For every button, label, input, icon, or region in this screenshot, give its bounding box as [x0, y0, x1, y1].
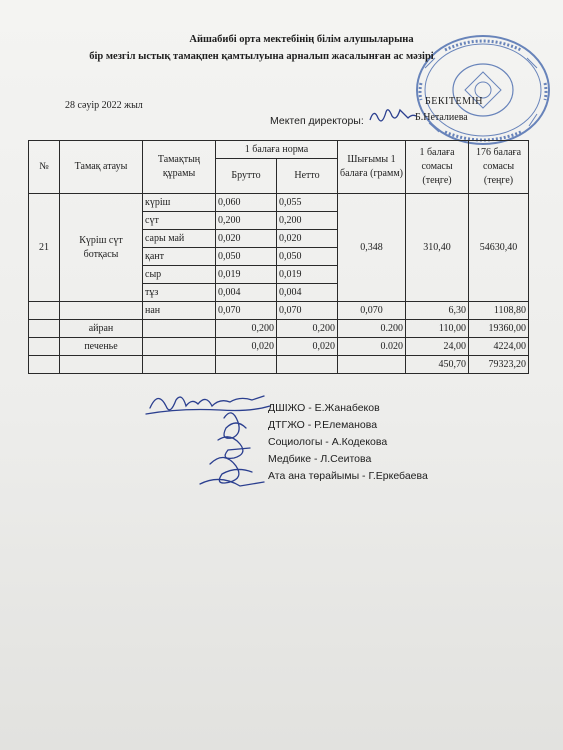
- row-brutto: 0,200: [216, 320, 277, 338]
- col-composition-header: Тамақтың құрамы: [143, 141, 216, 194]
- signature-line: Медбике - Л.Сеитова: [268, 453, 372, 465]
- row-brutto: 0,070: [216, 302, 277, 320]
- director-name: Б.Неталиева: [415, 112, 468, 123]
- handwritten-signatures: [140, 388, 280, 498]
- table-row: [29, 338, 529, 356]
- total-cost176: 79323,20: [469, 356, 529, 374]
- row-output: 0.020: [338, 338, 406, 356]
- row-name: [60, 302, 143, 320]
- menu-table: [28, 140, 529, 374]
- row-output: 0.200: [338, 320, 406, 338]
- signatures-list: [268, 400, 428, 485]
- row-output: 0,070: [338, 302, 406, 320]
- row-brutto: 0,020: [216, 338, 277, 356]
- table-row: [29, 194, 529, 212]
- document-date: 28 сәуір 2022 жыл: [65, 100, 143, 111]
- ingredient-netto: 0,200: [277, 212, 338, 230]
- ingredient-netto: 0,020: [277, 230, 338, 248]
- ingredient-netto: 0,019: [277, 266, 338, 284]
- ingredient-name: сүт: [143, 212, 216, 230]
- row-composition: [143, 338, 216, 356]
- ingredient-name: тұз: [143, 284, 216, 302]
- table-total-row: [29, 356, 529, 374]
- signature-line: Ата ана төрайымы - Г.Еркебаева: [268, 470, 428, 482]
- ingredient-name: қант: [143, 248, 216, 266]
- col-output-header: Шығымы 1 балаға (грамм): [338, 141, 406, 194]
- ingredient-brutto: 0,020: [216, 230, 277, 248]
- ingredient-brutto: 0,050: [216, 248, 277, 266]
- row-netto: 0,020: [277, 338, 338, 356]
- col-netto-header: Нетто: [277, 159, 338, 194]
- ingredient-brutto: 0,019: [216, 266, 277, 284]
- total-cost1: 450,70: [406, 356, 469, 374]
- col-cost176-header: 176 балаға сомасы (теңге): [469, 141, 529, 194]
- ingredient-netto: 0,055: [277, 194, 338, 212]
- dish-num: 21: [29, 194, 60, 302]
- document-title-line1: Айшабибі орта мектебінің білім алушыларына: [189, 34, 414, 45]
- approved-label: БЕКІТЕМІН: [425, 96, 484, 107]
- col-cost1-header: 1 балаға сомасы (теңге): [406, 141, 469, 194]
- ingredient-netto: 0,050: [277, 248, 338, 266]
- dish-cost1: 310,40: [406, 194, 469, 302]
- document-title-line2: бір мезгіл ыстық тамақпен қамтылуына арналып жасалынған ас мәзірі: [89, 51, 434, 62]
- row-name: печенье: [60, 338, 143, 356]
- row-name: айран: [60, 320, 143, 338]
- signature-line: Социологы - А.Кодекова: [268, 436, 388, 448]
- table-row: [29, 320, 529, 338]
- ingredient-netto: 0,004: [277, 284, 338, 302]
- ingredient-name: сыр: [143, 266, 216, 284]
- dish-cost176: 54630,40: [469, 194, 529, 302]
- row-netto: 0,200: [277, 320, 338, 338]
- table-header-row: [29, 141, 529, 159]
- row-cost1: 110,00: [406, 320, 469, 338]
- signature-line: ДТГЖО - Р.Елеманова: [268, 419, 378, 431]
- row-composition: [143, 320, 216, 338]
- director-label: Мектеп директоры:: [270, 115, 364, 127]
- row-cost176: 19360,00: [469, 320, 529, 338]
- row-netto: 0,070: [277, 302, 338, 320]
- row-cost1: 24,00: [406, 338, 469, 356]
- row-cost176: 1108,80: [469, 302, 529, 320]
- col-num-header: №: [29, 141, 60, 194]
- ingredient-name: сары май: [143, 230, 216, 248]
- table-row: [29, 302, 529, 320]
- ingredient-brutto: 0,060: [216, 194, 277, 212]
- ingredient-name: күріш: [143, 194, 216, 212]
- ingredient-brutto: 0,200: [216, 212, 277, 230]
- row-cost176: 4224,00: [469, 338, 529, 356]
- col-brutto-header: Брутто: [216, 159, 277, 194]
- signature-line: ДШІЖО - Е.Жанабеков: [268, 402, 380, 414]
- col-norm-group-header: 1 балаға норма: [216, 141, 338, 159]
- director-signature: [368, 104, 418, 126]
- row-composition: нан: [143, 302, 216, 320]
- school-stamp: [405, 28, 555, 148]
- col-name-header: Тамақ атауы: [60, 141, 143, 194]
- row-cost1: 6,30: [406, 302, 469, 320]
- dish-name: Күріш сүт ботқасы: [60, 194, 143, 302]
- ingredient-brutto: 0,004: [216, 284, 277, 302]
- dish-output: 0,348: [338, 194, 406, 302]
